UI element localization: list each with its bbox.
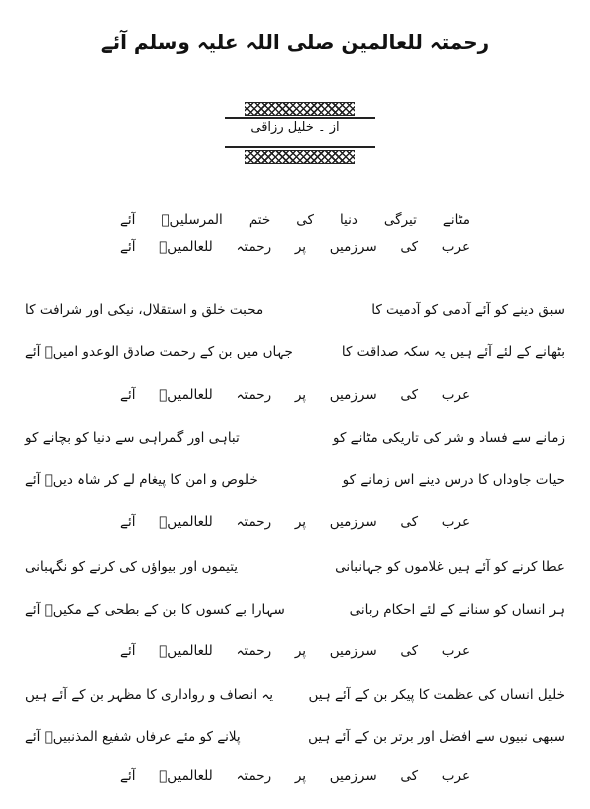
word: رحمتہ [236,514,272,530]
verse-half: سہارا بے کسوں کا بن کے بطحی کے مکیںؐ آئے [25,602,285,618]
word: آئے [120,387,136,403]
word: المرسلیںؐ [161,212,223,228]
word: للعالمیںؐ [159,768,213,784]
rule-top [225,117,375,119]
refrain-line [120,512,470,532]
stanza-4-line-2 [25,727,565,747]
word: رحمتہ [236,643,272,659]
word: پر [294,514,307,530]
word: عرب [441,643,470,659]
verse-half: یہ انصاف و رواداری کا مظہر بن کے آئے ہیں [25,687,274,703]
word: عرب [441,514,470,530]
verse-half: محبت خلق و استقلال، نیکی اور شرافت کا [25,302,264,318]
word: آئے [120,768,136,784]
refrain-line [120,641,470,661]
verse-half: خلیل انساں کی عظمت کا پیکر بن کے آئے ہیں [308,687,565,703]
word: پر [294,239,307,255]
verse-half: پلانے کو مئے عرفاں شفیع المذنبیںؐ آئے [25,729,241,745]
author-credit: از ۔ خلیل رزاقی [250,120,340,135]
verse-half: عطا کرنے کو آئے ہیں غلاموں کو جہانبانی [335,559,565,575]
word: پر [294,643,307,659]
word: للعالمیںؐ [159,514,213,530]
stanza-4-line-1 [25,685,565,705]
word: کی [400,643,419,659]
verse-half: بٹھانے کے لئے آئے ہیں یہ سکہ صداقت کا [341,344,565,360]
word: دنیا [339,212,358,228]
verse-half: تباہی اور گمراہی سے دنیا کو بچانے کو [25,430,240,446]
refrain-line [120,385,470,405]
word: آئے [120,514,136,530]
word: ختم [248,212,271,228]
word: رحمتہ [236,387,272,403]
verse-half: سبق دینے کو آئے آدمی کو آدمیت کا [371,302,565,318]
word: کی [400,239,419,255]
stanza-3-line-1 [25,557,565,577]
word: کی [400,768,419,784]
word: سرزمیں [329,239,377,255]
word: مٹانے [442,212,470,228]
refrain-line [120,237,470,257]
word: للعالمیںؐ [159,643,213,659]
word: پر [294,768,307,784]
verse-half: حیات جاوداں کا درس دینے اس زمانے کو [342,472,565,488]
word: للعالمیںؐ [159,239,213,255]
rule-bottom [225,146,375,148]
word: عرب [441,387,470,403]
word: للعالمیںؐ [159,387,213,403]
stanza-3-line-2 [25,600,565,620]
stanza-2-line-1 [25,428,565,448]
word: کی [400,387,419,403]
word: سرزمیں [329,514,377,530]
word: رحمتہ [236,768,272,784]
word: تیرگی [383,212,417,228]
verse-half: زمانے سے فساد و شر کی تاریکی مٹانے کو [332,430,565,446]
word: آئے [120,239,136,255]
word: آئے [120,212,136,228]
word: کی [400,514,419,530]
ornament-bottom [245,150,355,164]
word: پر [294,387,307,403]
verse-half: یتیموں اور بیواؤں کی کرنے کو نگہبانی [25,559,239,575]
word: عرب [441,239,470,255]
poem-title: رحمتہ للعالمین صلی اللہ علیہ وسلم آئے [100,30,490,54]
refrain-line [120,766,470,786]
word: سرزمیں [329,643,377,659]
word: سرزمیں [329,768,377,784]
stanza-1-line-2 [25,342,565,362]
stanza-2-line-2 [25,470,565,490]
verse-half: سبھی نبیوں سے افضل اور برتر بن کے آئے ہیں [308,729,565,745]
ornament-top [245,102,355,116]
verse-half: ہر انساں کو سنانے کے لئے احکام ربانی [349,602,565,618]
stanza-1-line-1 [25,300,565,320]
word: عرب [441,768,470,784]
opening-line [120,210,470,230]
verse-half: خلوص و امن کا پیغام لے کر شاہ دیںؐ آئے [25,472,258,488]
word: آئے [120,643,136,659]
word: کی [296,212,314,228]
word: رحمتہ [236,239,272,255]
verse-half: جہاں میں بن کے رحمت صادق الوعدو امیںؐ آئے [25,344,293,360]
word: سرزمیں [329,387,377,403]
